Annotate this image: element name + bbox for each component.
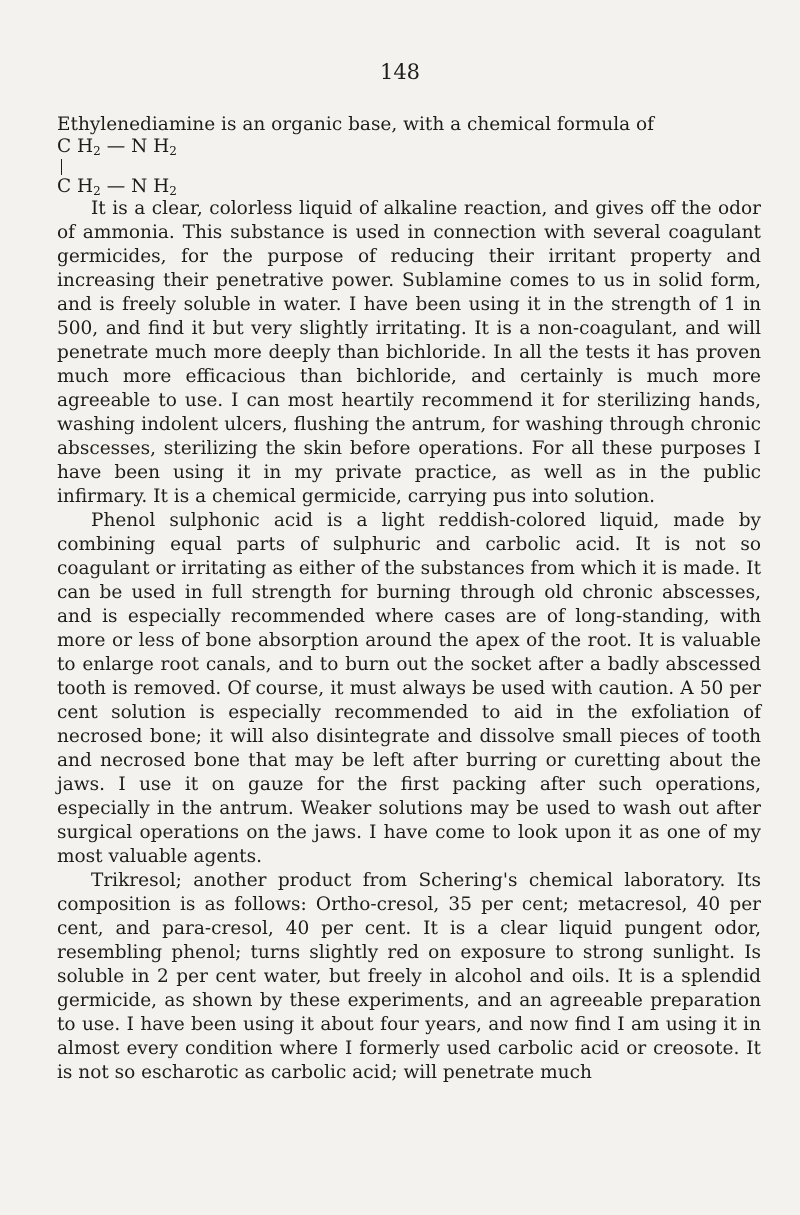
paragraph-sublamine: It is a clear, colorless liquid of alkaline reaction, and gives off the odor of ammonia. This substance is used in connection with several coagulant germicides, for the purpose of reducing their irritant property and increasing their penetrative power. Sublamine comes to us in solid form, and is freely soluble in water. I have been using it in the strength of 1 in 500, and find it but very slightly irritating. It is a non-coagulant, and will penetrate much more deeply than bichloride. In all the tests it has proven much more efficacious than bichloride, and certainly is much more agreeable to use. I can most heartily recommend it for sterilizing hands, washing indolent ulcers, flushing the antrum, for washing through chronic abscesses, sterilizing the skin before operations. For all these purposes I have been using it in my private practice, as well as in the public infirmary. It is a chemical germicide, carrying pus into solution. [57, 198, 761, 507]
paragraph-trikresol: Trikresol; another product from Schering's chemical laboratory. Its composition is as follows: Ortho-cresol, 35 per cent; metacresol, 40 per cent, and para-cresol, 40 per cent. It is a clear liquid pungent odor, resembling phenol; turns slightly red on exposure to strong sunlight. Is soluble in 2 per cent water, but freely in alcohol and oils. It is a splendid germicide, as shown by these experiments, and an agreeable preparation to use. I have been using it about four years, and now find I am using it in almost every condition where I formerly used carbolic acid or creosote. It is not so escharotic as carbolic acid; will penetrate much [57, 870, 761, 1083]
chemical-formula [57, 137, 761, 197]
body-text [57, 113, 761, 1085]
formula-top-line: C $H_2$ — N $H_2$ [57, 136, 177, 158]
paragraph-phenol-sulphonic: Phenol sulphonic acid is a light reddish-colored liquid, made by combining equal parts of sulphuric and carbolic acid. It is not so coagulant or irritating as either of the substances from which it is made. It can be used in full strength for burning through old chronic abscesses, and is especially recommended where cases are of long-standing, with more or less of bone absorption around the apex of the root. It is valuable to enlarge root canals, and to burn out the socket after a badly abscessed tooth is removed. Of course, it must always be used with caution. A 50 per cent solution is especially recommended to aid in the exfoliation of necrosed bone; it will also disintegrate and dissolve small pieces of tooth and necrosed bone that may be left after burring or curetting about the jaws. I use it on gauze for the first packing after such operations, especially in the antrum. Weaker solutions may be used to wash out after surgical operations on the jaws. I have come to look upon it as one of my most valuable agents. [57, 510, 761, 867]
formula-bottom-line: C $H_2$ — N $H_2$ [57, 176, 177, 198]
intro-paragraph: Ethylenediamine is an organic base, with a chemical formula of [57, 114, 655, 135]
page-number: 148 [379, 60, 421, 84]
formula-bond-line [61, 159, 62, 175]
